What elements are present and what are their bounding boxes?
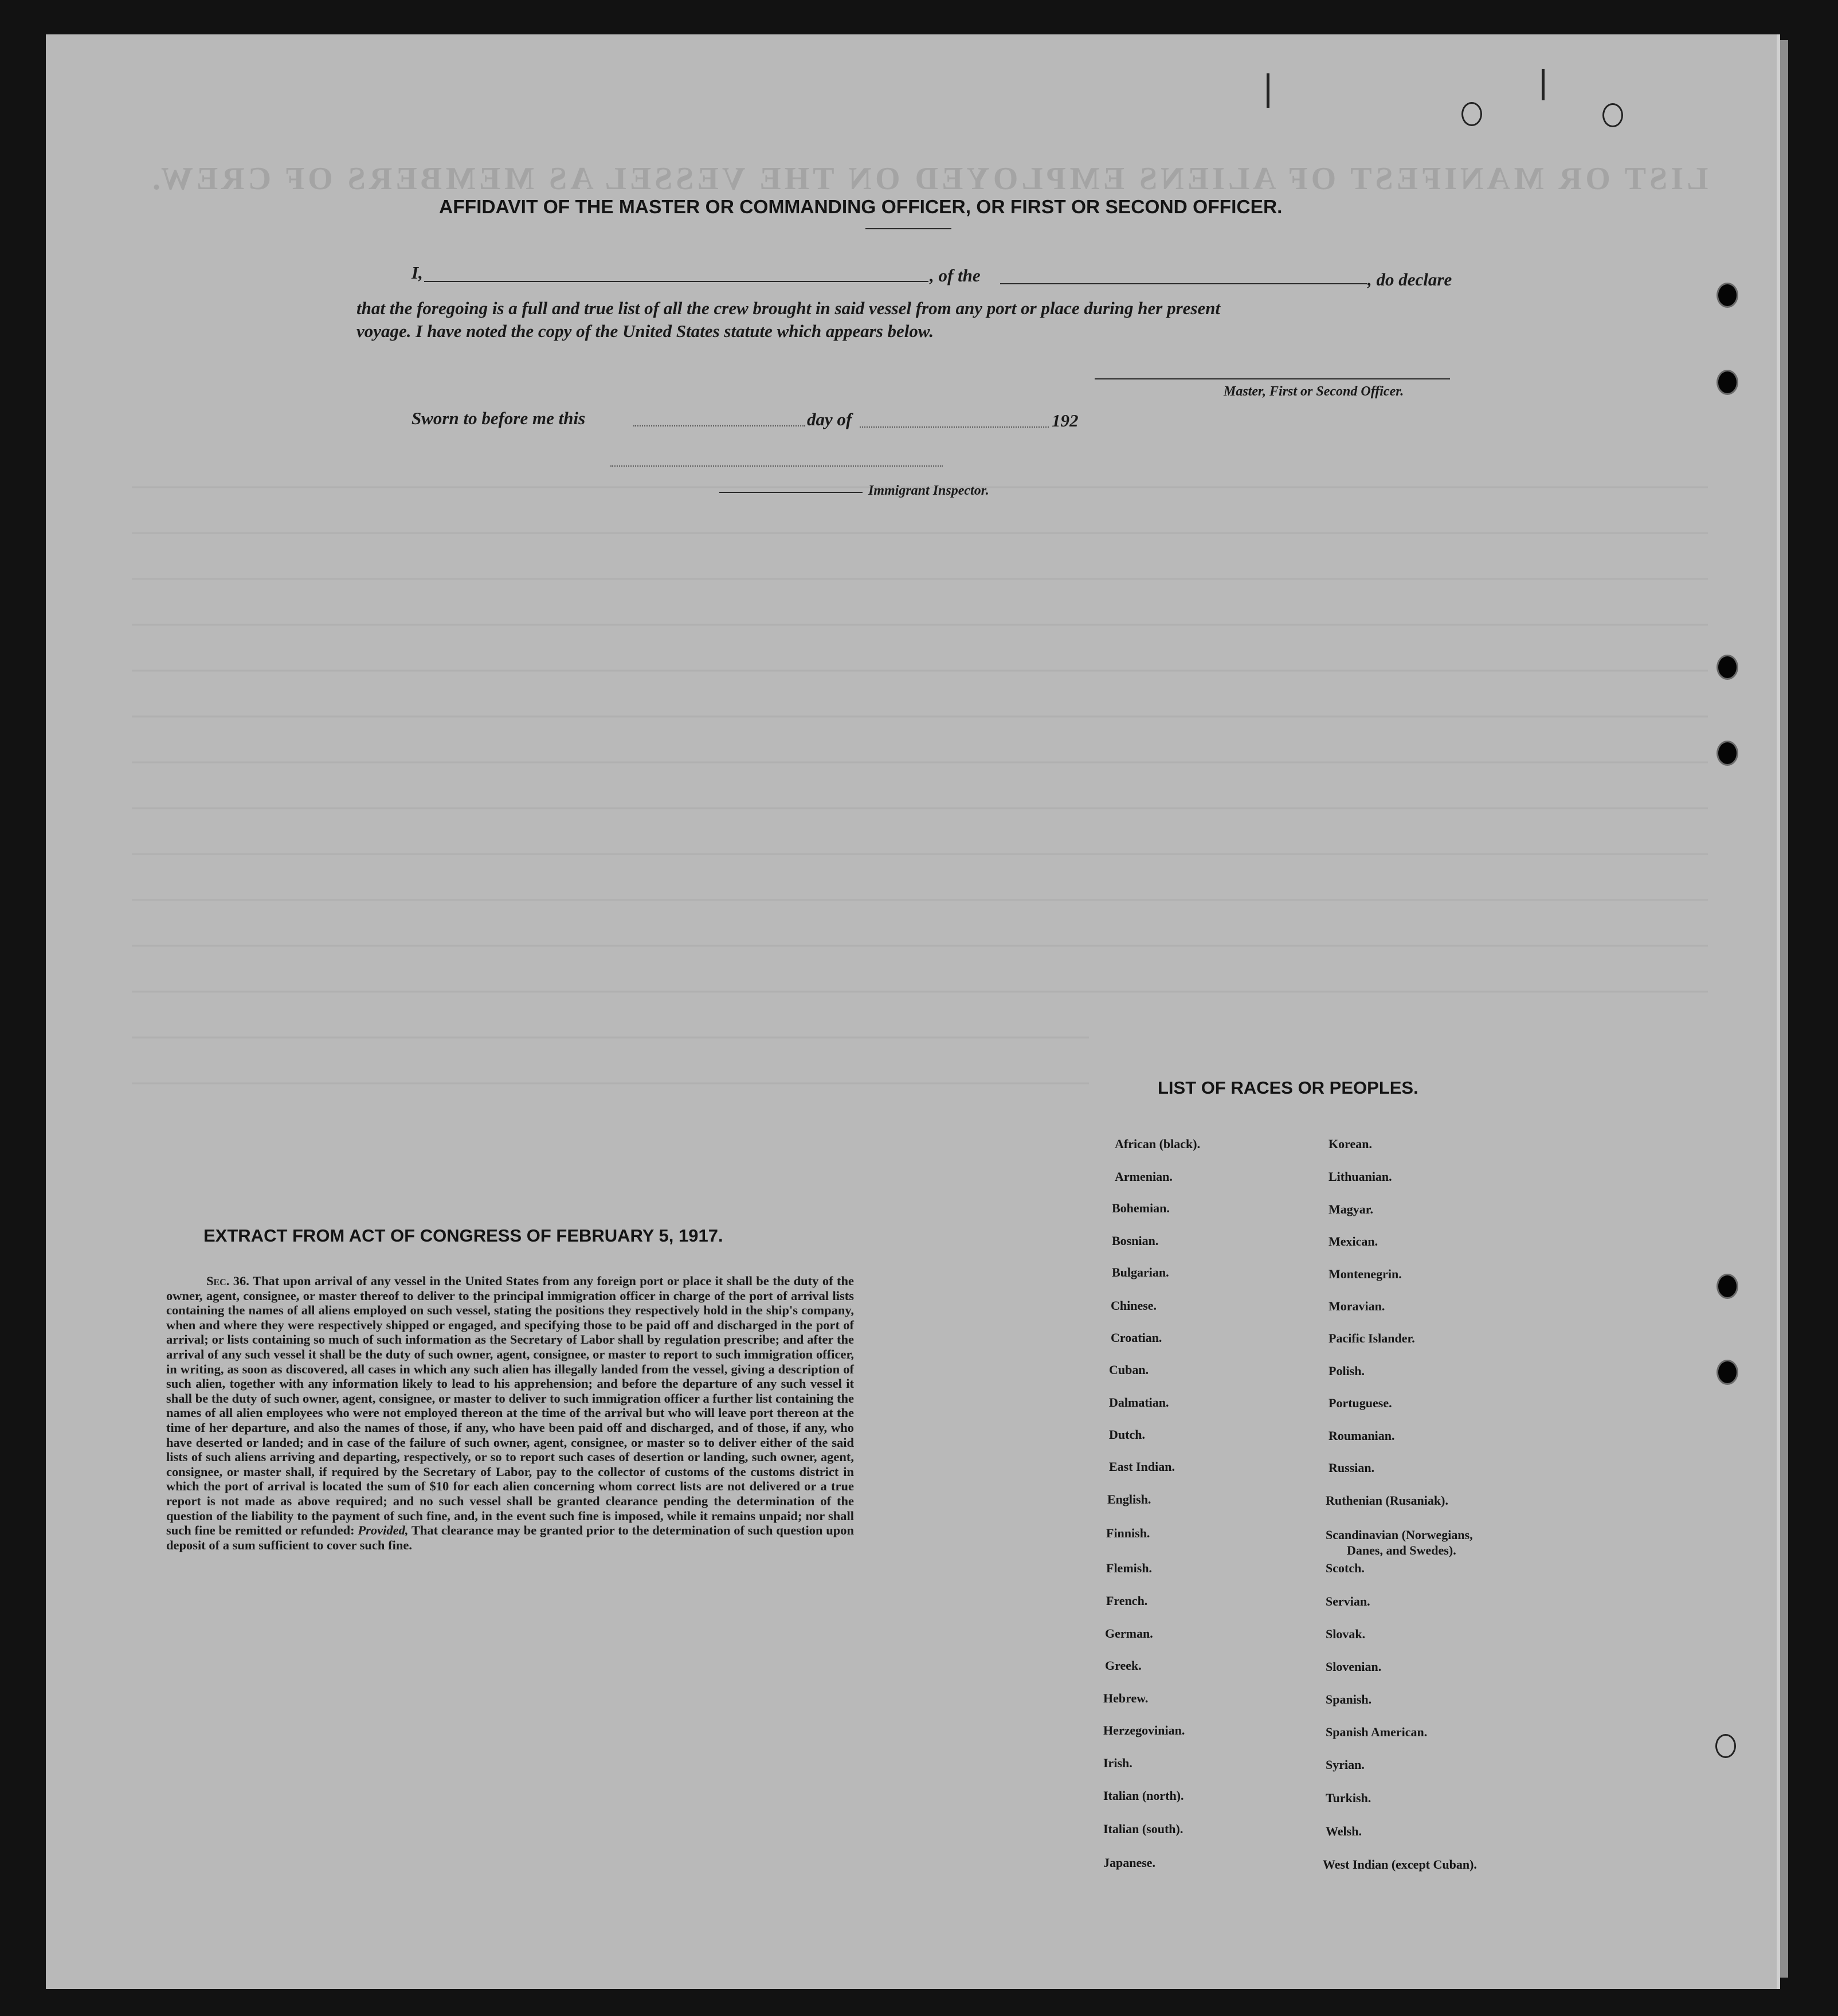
race-item: Polish. [1328,1364,1365,1378]
race-item: Dalmatian. [1109,1395,1169,1410]
extract-body: That upon arrival of any vessel in the United States from any foreign port or place it shall be the duty of the owner, agent, consignee, or master thereof to deliver to the principal immigration officer in charge of the port of arrival lists containing the names of all aliens employed on such vessel, stating the positions they respectively hold in the ship's company, when and where they were respectively shipped or engaged, and specifying those to be paid off and discharged in the port of arrival; or lists containing so much of such information as the Secretary of Labor shall by regulation prescribe; and after the arrival of any such vessel it shall be the duty of such owner, agent, consignee, or master to report to such immigration officer, in writing, as soon as discovered, all cases in which any such alien has illegally landed from the vessel, giving a description of such alien, together with any information likely to lead to his apprehension; and before the departure of any such vessel it shall be the duty of such owner, agent, consignee, or master to deliver to such immigration officer a further list containing the names of all alien employees who were not employed thereon at the time of the arrival but who will leave port thereon at the time of her departure, and also the names of those, if any, who have been paid off and discharged, and of those, if any, who have deserted or landed; and in case of the failure of such owner, agent, consignee, or master so to deliver either of the said lists of such aliens arriving and departing, respectively, or so to report such cases of desertion or landing, such owner, agent, consignee, or master shall, if required by the Secretary of Labor, pay to the collector of customs of the customs district in which the port of arrival is located the sum of $10 for each alien concerning whom correct lists are not delivered or a true report is not made as above required; and no such vessel shall be granted clearance pending the determination of the question of the liability to the payment of such fine, and, in the event such fine is imposed, while it remains unpaid; nor shall such fine be remitted or refunded: [166,1274,854,1538]
punch-hole [1716,655,1738,680]
day-of: day of [807,409,852,429]
inspector-label: Immigrant Inspector. [868,483,989,498]
race-item: Croatian. [1111,1330,1162,1345]
race-item: Armenian. [1115,1169,1173,1184]
race-item: Servian. [1326,1594,1370,1608]
race-item: West Indian (except Cuban). [1323,1857,1477,1872]
edge-mark [1542,69,1545,100]
declaration-line-3: voyage. I have noted the copy of the United States statute which appears below. [356,321,934,341]
inspector-line-upper [610,465,943,467]
declaration-do-declare: , do declare [1367,269,1452,289]
punch-hole [1716,1360,1738,1385]
race-item: Bulgarian. [1112,1265,1169,1279]
signature-line [1095,378,1450,379]
punch-hole [1716,370,1738,395]
race-item: Turkish. [1326,1791,1371,1805]
race-item: Roumanian. [1328,1428,1395,1443]
race-item: Chinese. [1111,1298,1157,1313]
extract-proviso-word: Provided, [358,1523,409,1538]
extract-section: Sec. 36. [206,1274,249,1288]
bleed-through-title: LIST OR MANIFEST OF ALIENS EMPLOYED ON THE VESSEL AS MEMBERS OF CREW. [149,161,1708,197]
race-item: Moravian. [1328,1299,1385,1313]
punch-hole [1602,103,1623,127]
sworn-day-blank [633,425,805,426]
race-item: Montenegrin. [1328,1267,1402,1281]
race-item: Irish. [1103,1756,1132,1770]
race-item: African (black). [1115,1137,1201,1151]
race-item: Korean. [1328,1137,1372,1151]
declaration-line-2: that the foregoing is a full and true list of all the crew brought in said vessel from any port or place during her present [356,298,1221,318]
race-item: Italian (north). [1103,1788,1184,1803]
race-item: Japanese. [1103,1855,1156,1870]
sworn-text: Sworn to before me this [412,408,586,428]
race-item: Dutch. [1109,1427,1145,1442]
race-item: Pacific Islander. [1328,1331,1415,1345]
sheet-edge [1780,40,1788,1978]
race-item: German. [1105,1626,1153,1641]
punch-hole [1715,1734,1736,1758]
races-title: LIST OF RACES OR PEOPLES. [1158,1078,1418,1098]
race-item: Flemish. [1106,1561,1153,1575]
punch-hole [1461,102,1482,126]
race-item: Scandinavian (Norwegians, [1326,1528,1473,1542]
race-item: Herzegovinian. [1103,1723,1185,1737]
race-item: Finnish. [1106,1526,1150,1540]
extract-title: EXTRACT FROM ACT OF CONGRESS OF FEBRUARY 5, 1917. [203,1226,723,1246]
race-item: Mexican. [1328,1234,1378,1248]
race-item: Spanish American. [1326,1725,1428,1739]
race-item: Cuban. [1109,1363,1149,1377]
race-item: Welsh. [1326,1824,1362,1838]
race-item: Slovenian. [1326,1659,1382,1674]
punch-hole [1716,741,1738,766]
race-item: English. [1107,1492,1151,1506]
affidavit-title-underline [865,228,951,229]
race-item: Russian. [1328,1461,1375,1475]
declaration-of-the: , of the [930,265,981,285]
race-item: Hebrew. [1103,1691,1149,1705]
punch-hole [1716,1274,1738,1299]
edge-mark [1267,73,1269,108]
sworn-month-blank [860,426,1049,428]
inspector-line [719,492,863,493]
race-item: Scotch. [1326,1561,1365,1575]
extract-text [166,1274,854,1552]
race-item: Lithuanian. [1328,1169,1392,1184]
race-item: Bohemian. [1112,1201,1170,1215]
race-item: Ruthenian (Rusaniak). [1326,1493,1448,1508]
declaration-i: I, [412,263,423,283]
race-item: Danes, and Swedes). [1347,1543,1456,1557]
extract-proviso-rest: That clearance may be granted prior to the determination of such question upon deposit of a sum sufficient to cover such fine. [166,1523,855,1552]
affidavit-title: AFFIDAVIT OF THE MASTER OR COMMANDING OFFICER, OR FIRST OR SECOND OFFICER. [439,197,1283,218]
race-item: Spanish. [1326,1692,1372,1706]
race-item: Italian (south). [1103,1822,1183,1836]
race-item: Bosnian. [1112,1234,1159,1248]
race-item: Magyar. [1328,1202,1374,1216]
race-item: East Indian. [1109,1459,1175,1474]
race-item: Portuguese. [1328,1396,1392,1410]
race-item: French. [1106,1594,1148,1608]
signature-label: Master, First or Second Officer. [1224,384,1404,399]
race-item: Greek. [1105,1658,1142,1673]
race-item: Slovak. [1326,1627,1366,1641]
sworn-year: 192 [1052,410,1079,430]
punch-hole [1716,283,1738,308]
name-blank [424,281,928,282]
race-item: Syrian. [1326,1757,1365,1772]
vessel-blank [1000,283,1367,284]
